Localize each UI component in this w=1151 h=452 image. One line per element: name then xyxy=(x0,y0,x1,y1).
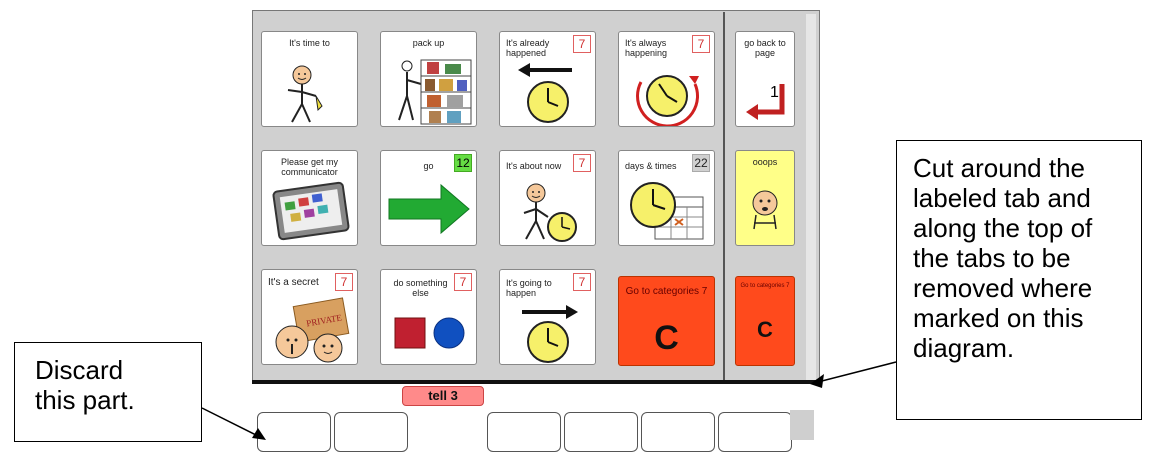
cell-label: It's time to xyxy=(289,38,330,48)
category-letter: C xyxy=(757,317,773,342)
page-badge: 7 xyxy=(573,35,591,53)
page-badge: 7 xyxy=(692,35,710,53)
callout-line: removed where xyxy=(913,273,1093,303)
category-letter: C xyxy=(654,319,679,357)
cell-label: Go to categories 7 xyxy=(625,286,708,297)
cell-label: It's about now xyxy=(506,161,562,171)
cell-label: Go to categories 7 xyxy=(740,283,790,289)
page-badge: 7 xyxy=(335,273,353,291)
cell-label: It's a secret xyxy=(268,277,319,288)
page-badge: 7 xyxy=(454,273,472,291)
callout-line: the tabs to be xyxy=(913,243,1071,273)
cut-arrow-line xyxy=(818,362,896,382)
cell-label: It's going to happen xyxy=(506,278,552,298)
cell-label: days & times xyxy=(625,161,677,171)
callout-line: marked on this xyxy=(913,303,1084,333)
callout-line: this part. xyxy=(35,385,135,415)
page-badge: 7 xyxy=(573,154,591,172)
callout-line: diagram. xyxy=(913,333,1015,363)
cell-label: pack up xyxy=(412,38,445,48)
cell-label: ooops xyxy=(752,157,778,167)
page-badge: 7 xyxy=(573,273,591,291)
page-number: 1 xyxy=(770,84,779,101)
cell-label: It's already happened xyxy=(506,38,550,58)
page-badge: 12 xyxy=(454,154,472,172)
callout-line: Cut around the xyxy=(913,153,1086,183)
cell-label: It's always happening xyxy=(625,38,668,58)
tell-tab[interactable]: tell 3 xyxy=(402,386,484,406)
cell-label: Please get my communicator xyxy=(280,157,339,177)
cut-arrowhead-icon xyxy=(810,374,824,388)
cell-label: go back to page xyxy=(744,38,786,58)
page-badge: 22 xyxy=(692,154,710,172)
callout-line: along the top of xyxy=(913,213,1093,243)
cell-label: go xyxy=(423,161,434,171)
discard-arrow-line xyxy=(202,408,258,436)
private-stamp: PRIVATE xyxy=(305,312,343,329)
callout-line: labeled tab and xyxy=(913,183,1091,213)
callout-line: Discard xyxy=(35,355,124,385)
cell-label: do something else xyxy=(393,278,448,298)
